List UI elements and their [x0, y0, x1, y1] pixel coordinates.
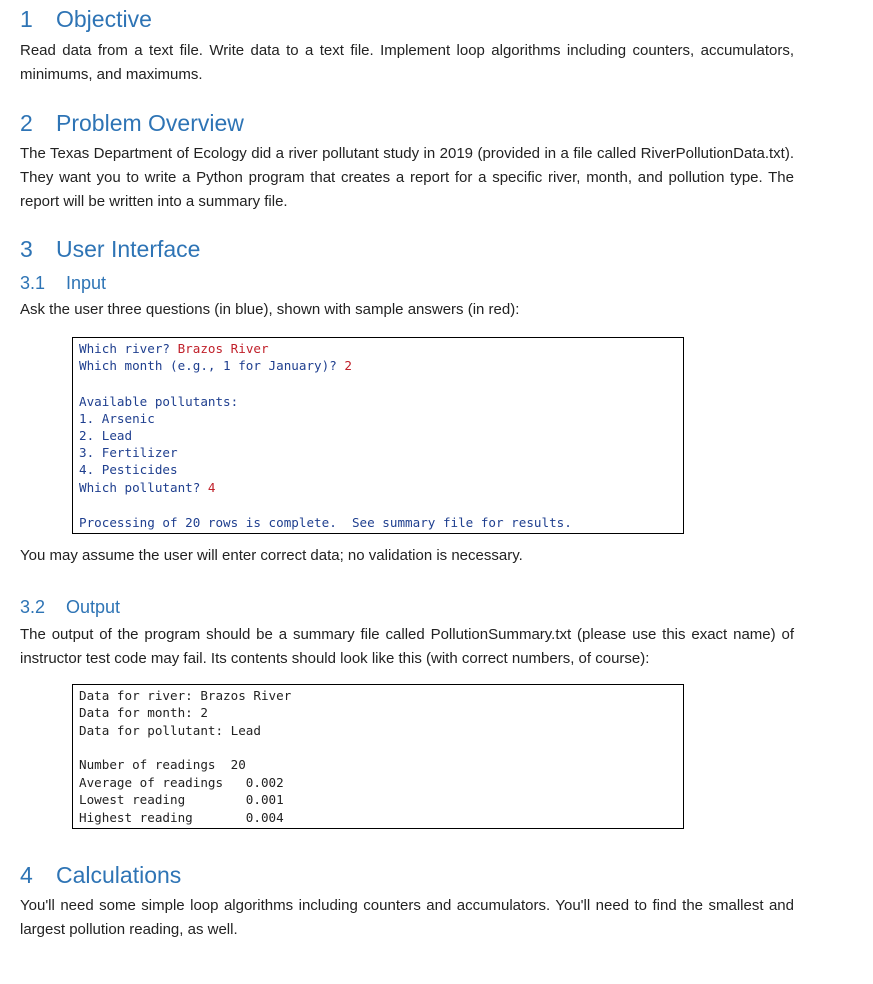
summary-lowest: Lowest reading 0.001	[79, 792, 284, 807]
heading-input	[20, 273, 106, 294]
heading-number: 2	[20, 110, 33, 136]
console-line-pollutant	[79, 479, 216, 496]
heading-output	[20, 597, 120, 618]
heading-objective	[20, 6, 152, 33]
heading-problem-overview	[20, 110, 244, 137]
console-option-2: 2. Lead	[79, 428, 133, 443]
heading-number: 1	[20, 6, 33, 32]
prompt-month: Which month (e.g., 1 for January)?	[79, 358, 345, 373]
console-line-month	[79, 357, 352, 374]
heading-title: User Interface	[56, 236, 201, 262]
console-available-label: Available pollutants:	[79, 394, 239, 409]
summary-pollutant: Data for pollutant: Lead	[79, 723, 261, 738]
console-option-1: 1. Arsenic	[79, 411, 155, 426]
heading-title: Input	[66, 273, 107, 293]
summary-count: Number of readings 20	[79, 757, 246, 772]
heading-title: Output	[66, 597, 121, 617]
summary-average: Average of readings 0.002	[79, 775, 284, 790]
answer-month: 2	[344, 358, 352, 373]
summary-sample-box	[72, 684, 684, 829]
heading-title: Problem Overview	[56, 110, 244, 136]
prompt-pollutant: Which pollutant?	[79, 480, 208, 495]
heading-calculations	[20, 862, 181, 889]
console-option-3: 3. Fertilizer	[79, 445, 178, 460]
calculations-paragraph: You'll need some simple loop algorithms including counters and accumulators. You'll need to find the smallest and largest pollution reading, as well.	[20, 897, 794, 938]
overview-paragraph: The Texas Department of Ecology did a river pollutant study in 2019 (provided in a file called RiverPollutionData.txt). They want you to write a Python program that creates a report for a specific river, month, and pollution type. The report will be written into a summary file.	[20, 145, 794, 210]
heading-number: 3.2	[20, 597, 46, 617]
console-sample-box	[72, 337, 684, 534]
summary-highest: Highest reading 0.004	[79, 810, 284, 825]
output-paragraph: The output of the program should be a summary file called PollutionSummary.txt (please use this exact name) of instructor test code may fail. Its contents should look like this (with correct numbers, of course):	[20, 626, 794, 667]
console-processing-message: Processing of 20 rows is complete. See summary file for results.	[79, 515, 572, 530]
summary-month: Data for month: 2	[79, 705, 208, 720]
heading-title: Calculations	[56, 862, 182, 888]
console-option-4: 4. Pesticides	[79, 462, 178, 477]
heading-title: Objective	[56, 6, 152, 32]
heading-number: 3.1	[20, 273, 46, 293]
input-note: You may assume the user will enter correct data; no validation is necessary.	[20, 547, 523, 564]
input-intro: Ask the user three questions (in blue), shown with sample answers (in red):	[20, 301, 520, 318]
heading-number: 3	[20, 236, 33, 262]
answer-river: Brazos River	[177, 341, 269, 356]
answer-pollutant: 4	[207, 480, 216, 495]
heading-number: 4	[20, 862, 33, 888]
prompt-river: Which river?	[79, 341, 178, 356]
console-line-river	[79, 340, 269, 357]
heading-user-interface	[20, 236, 200, 263]
summary-river: Data for river: Brazos River	[79, 688, 292, 703]
objective-paragraph: Read data from a text file. Write data to a text file. Implement loop algorithms including counters, accumulators, minimums, and maximums.	[20, 42, 794, 83]
